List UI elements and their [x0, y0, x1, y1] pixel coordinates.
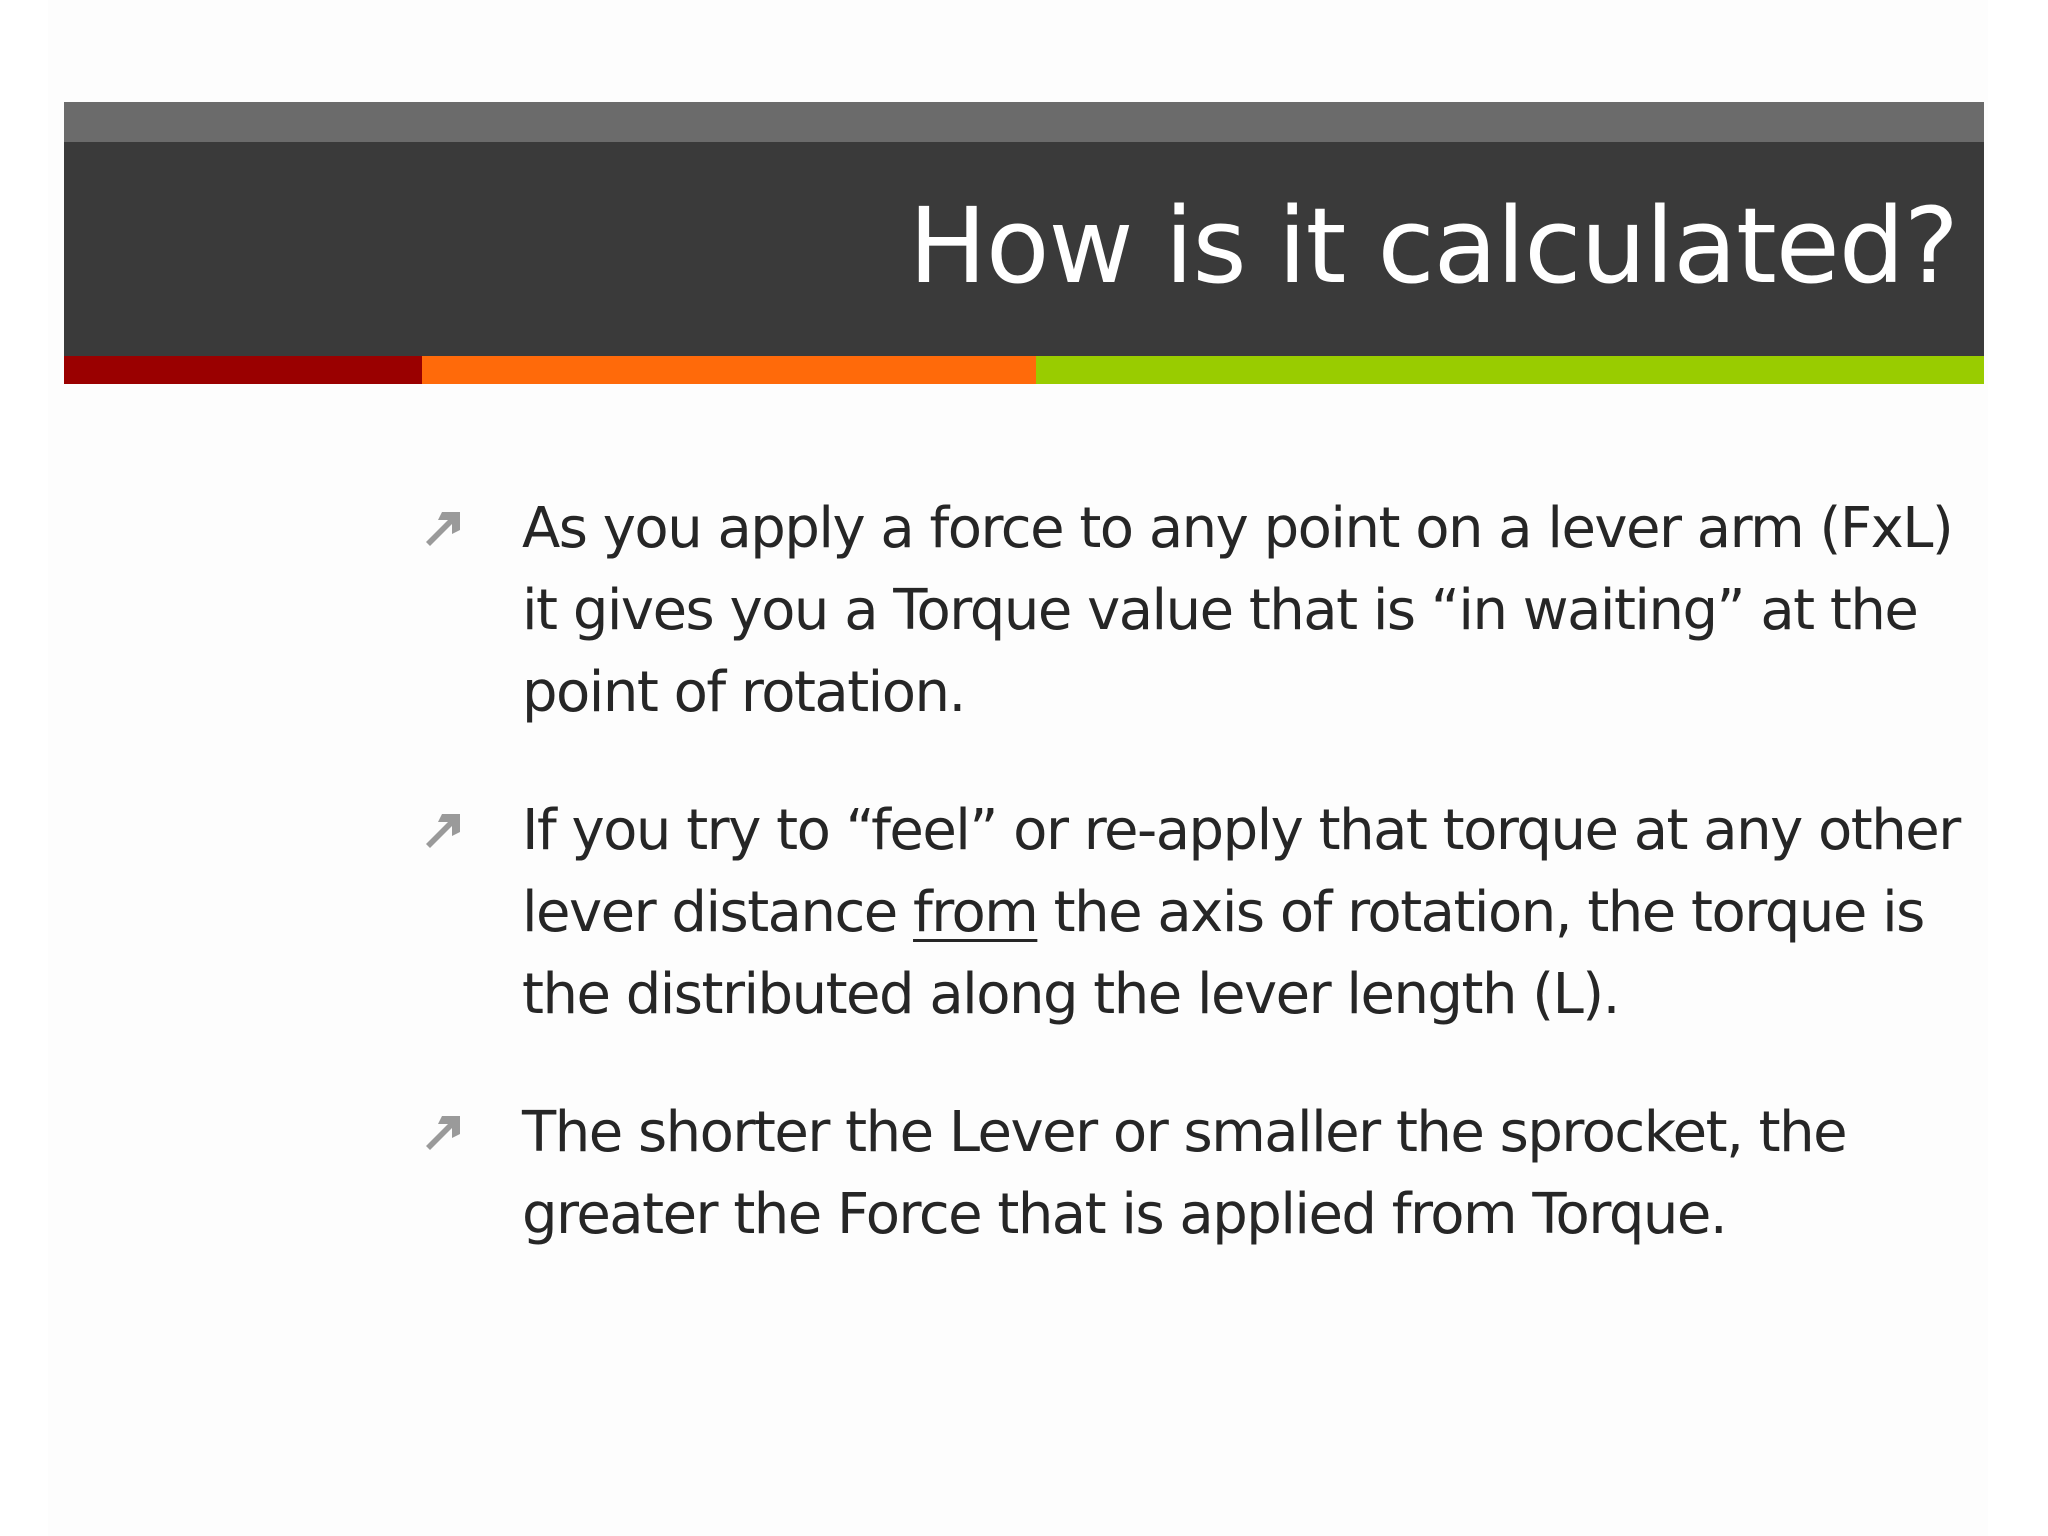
- accent-stripe-orange: [422, 356, 1036, 384]
- bullet-text-before: If you try to “feel” or re-apply that torque at any other lever distance: [522, 798, 1960, 945]
- header-top-band: [64, 102, 1984, 142]
- underlined-word: from: [913, 880, 1038, 945]
- bullet-item-3: [420, 1092, 1960, 1256]
- bullet-item-2: [420, 790, 1960, 1036]
- bullet-list: [420, 488, 1960, 1312]
- accent-stripe-green: [1036, 356, 1984, 384]
- bullet-text: As you apply a force to any point on a lever arm (FxL) it gives you a Torque value that is “in waiting” at the point of rotation.: [522, 496, 1953, 725]
- bullet-text: The shorter the Lever or smaller the sprocket, the greater the Force that is applied from Torque.: [522, 1100, 1847, 1247]
- header-bar: [64, 142, 1984, 356]
- accent-stripe-red: [64, 356, 422, 384]
- arrow-up-right-icon: [420, 506, 466, 552]
- slide-title: How is it calculated?: [908, 185, 1958, 307]
- bullet-item-1: [420, 488, 1960, 734]
- arrow-up-right-icon: [420, 808, 466, 854]
- bullet-text: [522, 790, 1960, 1036]
- bullet-text-after: the axis of rotation, the torque is the distributed along the lever length (L).: [522, 880, 1924, 1027]
- arrow-up-right-icon: [420, 1110, 466, 1156]
